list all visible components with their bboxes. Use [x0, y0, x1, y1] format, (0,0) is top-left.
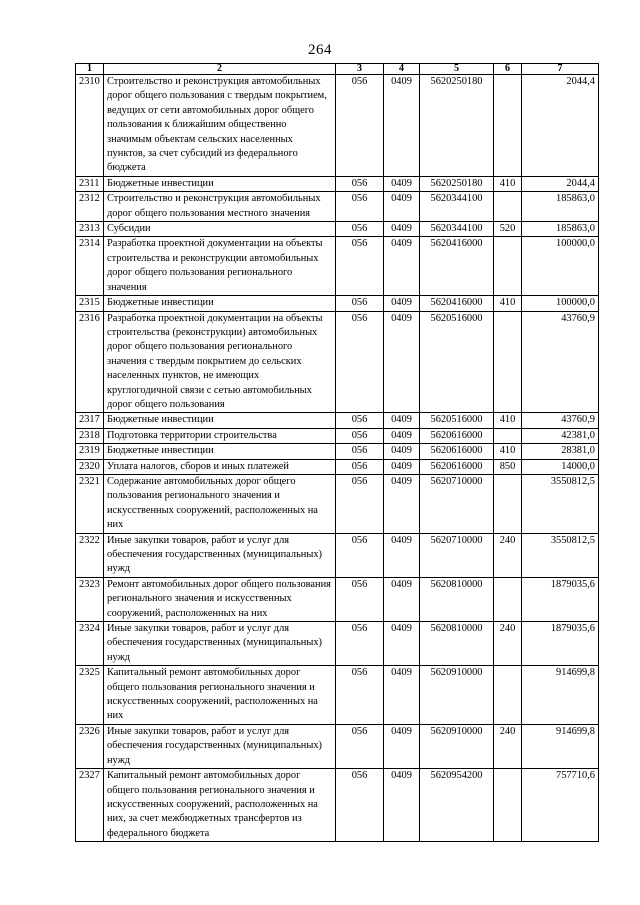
department-code: 056	[336, 577, 384, 621]
row-number: 2310	[76, 75, 104, 177]
row-number: 2317	[76, 413, 104, 428]
target-article-code: 5620910000	[420, 666, 494, 725]
department-code: 056	[336, 311, 384, 413]
page-number: 264	[308, 42, 332, 58]
expense-type-code	[494, 577, 522, 621]
section-code: 0409	[384, 769, 420, 842]
table-header-row	[76, 64, 599, 75]
row-number: 2323	[76, 577, 104, 621]
item-name: Иные закупки товаров, работ и услуг для обеспечения государственных (муниципальных) нужд	[104, 622, 336, 666]
target-article-code: 5620710000	[420, 533, 494, 577]
section-code: 0409	[384, 444, 420, 459]
table-row	[76, 622, 599, 666]
table-row	[76, 428, 599, 443]
amount: 2044,4	[522, 75, 599, 177]
amount: 42381,0	[522, 428, 599, 443]
target-article-code: 5620616000	[420, 428, 494, 443]
section-code: 0409	[384, 428, 420, 443]
item-name: Разработка проектной документации на объекты строительства и реконструкции автомобильных дорог общего пользования регионального значения	[104, 237, 336, 296]
row-number: 2314	[76, 237, 104, 296]
budget-table	[75, 63, 599, 842]
expense-type-code	[494, 428, 522, 443]
department-code: 056	[336, 769, 384, 842]
expense-type-code: 240	[494, 724, 522, 768]
department-code: 056	[336, 176, 384, 191]
row-number: 2312	[76, 192, 104, 222]
department-code: 056	[336, 622, 384, 666]
target-article-code: 5620344100	[420, 222, 494, 237]
section-code: 0409	[384, 192, 420, 222]
expense-type-code: 240	[494, 533, 522, 577]
row-number: 2321	[76, 474, 104, 533]
target-article-code: 5620954200	[420, 769, 494, 842]
target-article-code: 5620810000	[420, 577, 494, 621]
expense-type-code: 520	[494, 222, 522, 237]
section-code: 0409	[384, 237, 420, 296]
section-code: 0409	[384, 296, 420, 311]
target-article-code: 5620516000	[420, 311, 494, 413]
amount: 914699,8	[522, 724, 599, 768]
amount: 757710,6	[522, 769, 599, 842]
section-code: 0409	[384, 666, 420, 725]
expense-type-code	[494, 311, 522, 413]
target-article-code: 5620616000	[420, 459, 494, 474]
amount: 185863,0	[522, 222, 599, 237]
item-name: Строительство и реконструкция автомобильных дорог общего пользования местного значения	[104, 192, 336, 222]
amount: 185863,0	[522, 192, 599, 222]
row-number: 2324	[76, 622, 104, 666]
item-name: Капитальный ремонт автомобильных дорог общего пользования регионального значения и искусственных сооружений, расположенных на них, за счет межбюджетных трансфертов из федерального бюджета	[104, 769, 336, 842]
section-code: 0409	[384, 622, 420, 666]
department-code: 056	[336, 222, 384, 237]
row-number: 2313	[76, 222, 104, 237]
department-code: 056	[336, 666, 384, 725]
header-col-4: 4	[384, 64, 420, 75]
amount: 100000,0	[522, 237, 599, 296]
expense-type-code: 410	[494, 413, 522, 428]
table-row	[76, 459, 599, 474]
table-row	[76, 237, 599, 296]
department-code: 056	[336, 724, 384, 768]
amount: 43760,9	[522, 413, 599, 428]
amount: 2044,4	[522, 176, 599, 191]
item-name: Субсидии	[104, 222, 336, 237]
department-code: 056	[336, 192, 384, 222]
table-row	[76, 577, 599, 621]
amount: 14000,0	[522, 459, 599, 474]
department-code: 056	[336, 474, 384, 533]
header-col-3: 3	[336, 64, 384, 75]
amount: 28381,0	[522, 444, 599, 459]
department-code: 056	[336, 533, 384, 577]
table-row	[76, 769, 599, 842]
item-name: Иные закупки товаров, работ и услуг для обеспечения государственных (муниципальных) нужд	[104, 533, 336, 577]
table-row	[76, 311, 599, 413]
department-code: 056	[336, 413, 384, 428]
target-article-code: 5620416000	[420, 296, 494, 311]
header-col-7: 7	[522, 64, 599, 75]
item-name: Уплата налогов, сборов и иных платежей	[104, 459, 336, 474]
target-article-code: 5620810000	[420, 622, 494, 666]
item-name: Капитальный ремонт автомобильных дорог общего пользования регионального значения и искусственных сооружений, расположенных на них	[104, 666, 336, 725]
expense-type-code	[494, 192, 522, 222]
row-number: 2322	[76, 533, 104, 577]
department-code: 056	[336, 459, 384, 474]
header-col-2: 2	[104, 64, 336, 75]
row-number: 2325	[76, 666, 104, 725]
header-col-5: 5	[420, 64, 494, 75]
section-code: 0409	[384, 459, 420, 474]
item-name: Иные закупки товаров, работ и услуг для обеспечения государственных (муниципальных) нужд	[104, 724, 336, 768]
table-row	[76, 724, 599, 768]
department-code: 056	[336, 428, 384, 443]
item-name: Ремонт автомобильных дорог общего пользования регионального значения и искусственных сооружений, расположенных на них	[104, 577, 336, 621]
amount: 43760,9	[522, 311, 599, 413]
item-name: Содержание автомобильных дорог общего пользования регионального значения и искусственных сооружений, расположенных на них	[104, 474, 336, 533]
table-row	[76, 533, 599, 577]
amount: 914699,8	[522, 666, 599, 725]
section-code: 0409	[384, 75, 420, 177]
department-code: 056	[336, 237, 384, 296]
section-code: 0409	[384, 724, 420, 768]
table-row	[76, 474, 599, 533]
amount: 100000,0	[522, 296, 599, 311]
target-article-code: 5620616000	[420, 444, 494, 459]
expense-type-code: 410	[494, 176, 522, 191]
section-code: 0409	[384, 176, 420, 191]
table-row	[76, 222, 599, 237]
target-article-code: 5620250180	[420, 176, 494, 191]
target-article-code: 5620710000	[420, 474, 494, 533]
amount: 3550812,5	[522, 533, 599, 577]
table-row	[76, 444, 599, 459]
expense-type-code: 240	[494, 622, 522, 666]
table-row	[76, 413, 599, 428]
table-row	[76, 192, 599, 222]
item-name: Строительство и реконструкция автомобильных дорог общего пользования с твердым покрытием, ведущих от сети автомобильных дорог общего пользования к ближайшим общественно значимым объектам сельских населенных пунктов, за счет субсидий из федерального бюджета	[104, 75, 336, 177]
header-col-6: 6	[494, 64, 522, 75]
target-article-code: 5620344100	[420, 192, 494, 222]
table-row	[76, 75, 599, 177]
table-row	[76, 176, 599, 191]
target-article-code: 5620516000	[420, 413, 494, 428]
department-code: 056	[336, 296, 384, 311]
expense-type-code: 410	[494, 444, 522, 459]
target-article-code: 5620910000	[420, 724, 494, 768]
item-name: Бюджетные инвестиции	[104, 413, 336, 428]
amount: 1879035,6	[522, 622, 599, 666]
table-row	[76, 666, 599, 725]
amount: 3550812,5	[522, 474, 599, 533]
row-number: 2327	[76, 769, 104, 842]
item-name: Подготовка территории строительства	[104, 428, 336, 443]
row-number: 2311	[76, 176, 104, 191]
target-article-code: 5620250180	[420, 75, 494, 177]
expense-type-code	[494, 237, 522, 296]
row-number: 2316	[76, 311, 104, 413]
item-name: Бюджетные инвестиции	[104, 296, 336, 311]
item-name: Бюджетные инвестиции	[104, 176, 336, 191]
section-code: 0409	[384, 311, 420, 413]
amount: 1879035,6	[522, 577, 599, 621]
row-number: 2318	[76, 428, 104, 443]
expense-type-code	[494, 75, 522, 177]
row-number: 2326	[76, 724, 104, 768]
target-article-code: 5620416000	[420, 237, 494, 296]
expense-type-code	[494, 769, 522, 842]
expense-type-code: 850	[494, 459, 522, 474]
department-code: 056	[336, 75, 384, 177]
row-number: 2315	[76, 296, 104, 311]
section-code: 0409	[384, 413, 420, 428]
section-code: 0409	[384, 474, 420, 533]
expense-type-code	[494, 666, 522, 725]
row-number: 2319	[76, 444, 104, 459]
section-code: 0409	[384, 533, 420, 577]
row-number: 2320	[76, 459, 104, 474]
item-name: Разработка проектной документации на объекты строительства (реконструкции) автомобильных дорог общего пользования регионального значения с твердым покрытием до сельских населенных пунктов, не имеющих круглогодичной связи с сетью автомобильных дорог общего пользования	[104, 311, 336, 413]
expense-type-code: 410	[494, 296, 522, 311]
expense-type-code	[494, 474, 522, 533]
item-name: Бюджетные инвестиции	[104, 444, 336, 459]
header-col-1: 1	[76, 64, 104, 75]
section-code: 0409	[384, 222, 420, 237]
section-code: 0409	[384, 577, 420, 621]
department-code: 056	[336, 444, 384, 459]
table-row	[76, 296, 599, 311]
